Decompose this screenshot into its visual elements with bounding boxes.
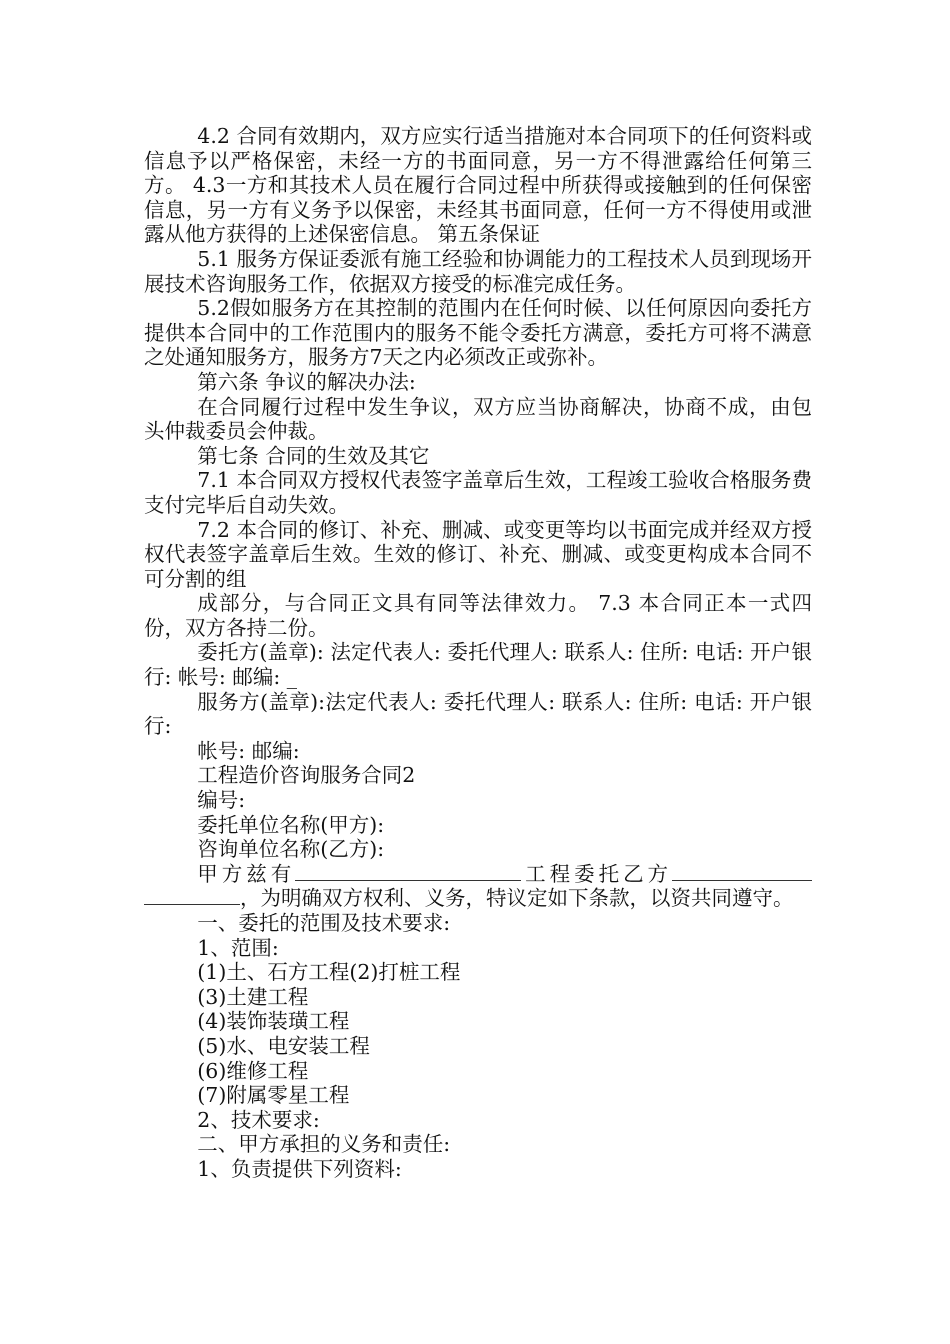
contract-number-line: 编号: xyxy=(197,788,246,813)
document-body xyxy=(144,124,812,1182)
scope-heading: 1、范围: xyxy=(197,935,279,960)
contract-2-title: 工程造价咨询服务合同2 xyxy=(197,763,416,788)
scope-item-3: (3)土建工程 xyxy=(197,984,309,1009)
paragraph-4-2: 4.2 合同有效期内，双方应实行适当措施对本合同项下的任何资料或信息予以严格保密，未经一方的书面同意，另一方不得泄露给任何第三方。 4.3一方和其技术人员在履行合同过程中所获得或接触到的任何保密信息，另一方有义务予以保密，未经其书面同意，任何一方不得使用或泄露从他方获得的上述保密信息。 第五条保证 xyxy=(144,124,812,247)
provider-signature-block: 服务方(盖章):法定代表人: 委托代理人: 联系人: 住所: 电话: 开户银行: xyxy=(144,689,812,739)
scope-item-4: (4)装饰装璜工程 xyxy=(197,1009,350,1034)
commission-text-1: 甲方兹有 xyxy=(197,861,296,886)
paragraph-7-2-cont: 成部分，与合同正文具有同等法律效力。 7.3 本合同正本一式四份，双方各持二份。 xyxy=(144,591,812,640)
party-a-name-line: 委托单位名称(甲方): xyxy=(197,812,385,837)
paragraph-5-1: 5.1 服务方保证委派有施工经验和协调能力的工程技术人员到现场开展技术咨询服务工作，依据双方接受的标准完成任务。 xyxy=(144,246,812,296)
scope-item-5: (5)水、电安装工程 xyxy=(197,1033,370,1058)
commission-paragraph xyxy=(144,862,812,911)
paragraph-7-1: 7.1 本合同双方授权代表签字盖章后生效，工程竣工验收合格服务费支付完毕后自动失效。 xyxy=(144,468,812,517)
commission-text-2: 工程委托乙方 xyxy=(521,861,673,886)
article-six-heading: 第六条 争议的解决办法: xyxy=(197,369,416,394)
technical-requirements-heading: 2、技术要求: xyxy=(197,1107,320,1132)
paragraph-dispute: 在合同履行过程中发生争议，双方应当协商解决，协商不成，由包头仲裁委员会仲裁。 xyxy=(144,394,812,444)
party-b-blank-2 xyxy=(144,886,240,905)
scope-item-7: (7)附属零星工程 xyxy=(197,1083,350,1108)
project-blank xyxy=(295,862,521,881)
party-b-name-line: 咨询单位名称(乙方): xyxy=(197,837,385,862)
provider-account-line: 帐号: 邮编: xyxy=(197,738,300,763)
party-b-blank-1 xyxy=(672,862,812,881)
client-signature-block: 委托方(盖章): 法定代表人: 委托代理人: 联系人: 住所: 电话: 开户银行: 帐号: 邮编: _ xyxy=(144,640,812,690)
paragraph-5-2: 5.2假如服务方在其控制的范围内在任何时候、以任何原因向委托方提供本合同中的工作范围内的服务不能令委托方满意，委托方可将不满意之处通知服务方，服务方7天之内必须改正或弥补。 xyxy=(144,296,812,370)
materials-heading: 1、负责提供下列资料: xyxy=(197,1156,402,1181)
scope-item-1-2: (1)土、石方工程(2)打桩工程 xyxy=(197,960,461,985)
commission-text-3: ，为明确双方权利、义务，特议定如下条款，以资共同遵守。 xyxy=(240,886,794,911)
section-two-heading: 二、甲方承担的义务和责任: xyxy=(197,1132,451,1157)
paragraph-7-2: 7.2 本合同的修订、补充、删减、或变更等均以书面完成并经双方授权代表签字盖章后生效。生效的修订、补充、删减、或变更构成本合同不可分割的组 xyxy=(144,517,812,591)
article-seven-heading: 第七条 合同的生效及其它 xyxy=(197,443,430,468)
scope-item-6: (6)维修工程 xyxy=(197,1058,309,1083)
section-one-heading: 一、委托的范围及技术要求: xyxy=(197,911,451,935)
